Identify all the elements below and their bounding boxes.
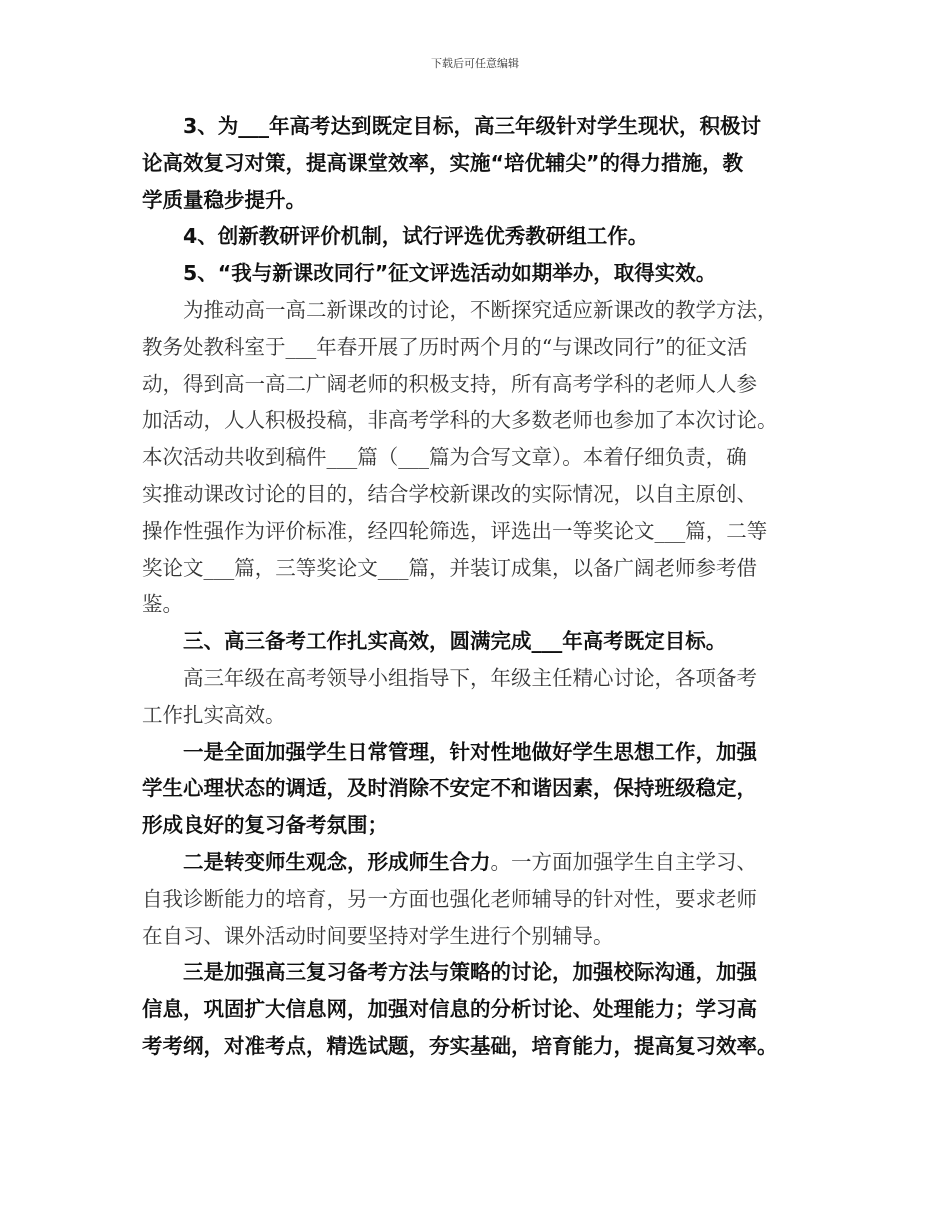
text-segment: 形成良好的复习备考氛围； bbox=[142, 813, 388, 838]
text-line bbox=[142, 660, 814, 697]
text-segment: 自我诊断能力的培育，另一方面也强化老师辅导的针对性，要求老师 bbox=[142, 886, 757, 911]
text-segment: 为推动高一高二新课改的讨论，不断探究适应新课改的教学方法， bbox=[183, 297, 778, 322]
text-line bbox=[142, 734, 814, 771]
text-line bbox=[142, 255, 814, 292]
text-segment: 工作扎实高效。 bbox=[142, 702, 286, 727]
text-line bbox=[142, 218, 814, 255]
text-line bbox=[142, 402, 814, 439]
text-segment: 学质量稳步提升。 bbox=[142, 187, 306, 212]
text-line bbox=[142, 991, 814, 1028]
text-line bbox=[142, 108, 814, 145]
text-segment: 动，得到高一高二广阔老师的积极支持，所有高考学科的老师人人参 bbox=[142, 371, 757, 396]
text-line bbox=[142, 292, 814, 329]
document-body bbox=[142, 108, 814, 1065]
text-line bbox=[142, 182, 814, 219]
text-segment: 3、为___年高考达到既定目标，高三年级针对学生现状，积极讨 bbox=[183, 114, 762, 138]
text-segment: 教务处教科室于___年春开展了历时两个月的“与课改同行”的征文活 bbox=[142, 334, 748, 359]
text-line bbox=[142, 623, 814, 660]
text-segment: 一是全面加强学生日常管理，针对性地做好学生思想工作，加强 bbox=[183, 739, 757, 764]
text-line bbox=[142, 697, 814, 734]
page-header: 下载后可任意编辑 bbox=[431, 57, 519, 70]
text-segment: 奖论文___篇，三等奖论文___篇，并装订成集，以备广阔老师参考借 bbox=[142, 555, 757, 580]
text-segment: 。一方面加强学生自主学习、 bbox=[490, 849, 757, 874]
text-line bbox=[142, 918, 814, 955]
text-segment: 实推动课改讨论的目的，结合学校新课改的实际情况，以自主原创、 bbox=[142, 481, 757, 506]
text-line bbox=[142, 329, 814, 366]
text-line bbox=[142, 807, 814, 844]
text-line bbox=[142, 770, 814, 807]
text-line bbox=[142, 550, 814, 587]
text-line bbox=[142, 513, 814, 550]
text-line bbox=[142, 586, 814, 623]
text-segment: 鉴。 bbox=[142, 592, 183, 617]
text-segment: 三是加强高三复习备考方法与策略的讨论，加强校际沟通，加强 bbox=[183, 960, 757, 985]
text-segment: 本次活动共收到稿件___篇（___篇为合写文章）。本着仔细负责，确 bbox=[142, 445, 747, 470]
text-line bbox=[142, 1028, 814, 1065]
text-line bbox=[142, 844, 814, 881]
text-segment: 三、高三备考工作扎实高效，圆满完成___年高考既定目标。 bbox=[183, 629, 727, 654]
text-line bbox=[142, 366, 814, 403]
text-segment: 信息，巩固扩大信息网，加强对信息的分析讨论、处理能力；学习高 bbox=[142, 997, 757, 1022]
text-line bbox=[142, 881, 814, 918]
text-segment: 加活动，人人积极投稿，非高考学科的大多数老师也参加了本次讨论。 bbox=[142, 408, 778, 433]
text-segment: 高三年级在高考领导小组指导下，年级主任精心讨论，各项备考 bbox=[183, 665, 757, 690]
text-line bbox=[142, 476, 814, 513]
text-segment: 学生心理状态的调适，及时消除不安定不和谐因素，保持班级稳定， bbox=[142, 776, 757, 801]
text-segment: 二是转变师生观念，形成师生合力 bbox=[183, 849, 491, 874]
text-segment: 5、“我与新课改同行”征文评选活动如期举办，取得实效。 bbox=[183, 261, 717, 286]
text-segment: 操作性强作为评价标准，经四轮筛选，评选出一等奖论文___篇，二等 bbox=[142, 518, 768, 543]
text-segment: 论高效复习对策，提高课堂效率，实施“培优辅尖”的得力措施，教 bbox=[142, 150, 743, 175]
text-line bbox=[142, 145, 814, 182]
text-segment: 考考纲，对准考点，精选试题，夯实基础，培育能力，提高复习效率。 bbox=[142, 1033, 778, 1058]
text-line bbox=[142, 954, 814, 991]
text-segment: 在自习、课外活动时间要坚持对学生进行个别辅导。 bbox=[142, 923, 614, 948]
text-line bbox=[142, 439, 814, 476]
text-segment: 4、创新教研评价机制，试行评选优秀教研组工作。 bbox=[183, 224, 649, 249]
